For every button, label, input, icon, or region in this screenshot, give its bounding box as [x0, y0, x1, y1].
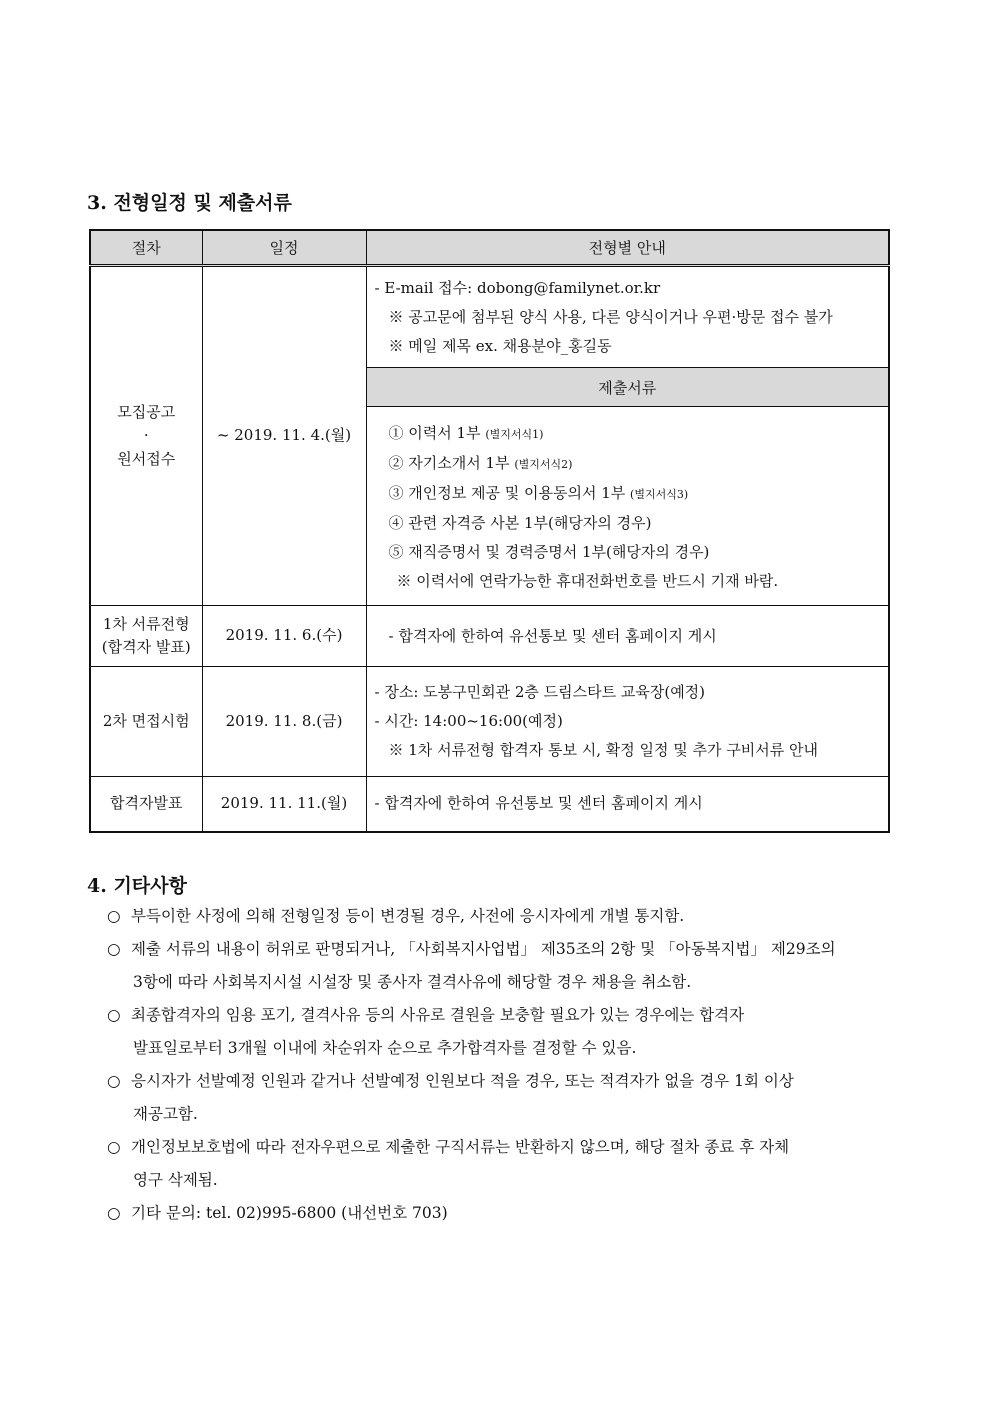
doc-item: ③ 개인정보 제공 및 이용동의서 1부 (별지서식3)	[388, 484, 689, 502]
section-4-title: 4. 기타사항	[87, 875, 187, 897]
circle-bullet-icon: ○	[107, 907, 121, 925]
row4-step: 합격자발표	[90, 777, 202, 832]
circle-bullet-icon: ○	[107, 1204, 121, 1222]
header-step: 절차	[90, 230, 202, 266]
subject-note: ※ 메일 제목 ex. 채용분야_홍길동	[388, 337, 612, 355]
row1-date: ~ 2019. 11. 4.(월)	[202, 266, 366, 606]
header-info: 전형별 안내	[366, 230, 889, 266]
list-item: ○ 기타 문의: tel. 02)995-6800 (내선번호 703)	[107, 1197, 907, 1230]
list-item: ○ 제출 서류의 내용이 허위로 판명되거나, 「사회복지사업법」 제35조의 2항 및 「아동복지법」 제29조의 3항에 따라 사회복지시설 시설장 및 종사자 결격사유에 해당할 경우 채용을 취소함.	[107, 933, 907, 999]
form-note: ※ 공고문에 첨부된 양식 사용, 다른 양식이거나 우편·방문 접수 불가	[388, 308, 833, 326]
row4-date: 2019. 11. 11.(월)	[202, 777, 366, 832]
section-3-title: 3. 전형일정 및 제출서류	[87, 192, 292, 214]
email-line: - E-mail 접수: dobong@familynet.or.kr	[374, 279, 661, 297]
doc-item: ② 자기소개서 1부 (별지서식2)	[388, 454, 573, 472]
row3-step: 2차 면접시험	[90, 667, 202, 777]
row1-info	[366, 266, 889, 606]
row3-info	[366, 667, 889, 777]
circle-bullet-icon: ○	[107, 1138, 121, 1156]
row3-date: 2019. 11. 8.(금)	[202, 667, 366, 777]
list-item: ○ 부득이한 사정에 의해 전형일정 등이 변경될 경우, 사전에 응시자에게 개별 통지함.	[107, 900, 907, 933]
list-item: ○ 최종합격자의 임용 포기, 결격사유 등의 사유로 결원을 보충할 필요가 있는 경우에는 합격자 발표일로부터 3개월 이내에 차순위자 순으로 추가합격자를 결정할 수 있음.	[107, 999, 907, 1065]
table-header-row	[90, 230, 889, 266]
place-line: - 장소: 도봉구민회관 2층 드림스타트 교육장(예정)	[374, 683, 706, 701]
doc-item: ④ 관련 자격증 사본 1부(해당자의 경우)	[388, 514, 652, 532]
table-row	[90, 777, 889, 832]
list-item: ○ 응시자가 선발예정 인원과 같거나 선발예정 인원보다 적을 경우, 또는 적격자가 없을 경우 1회 이상 재공고함.	[107, 1065, 907, 1131]
doc-item: ⑤ 재직증명서 및 경력증명서 1부(해당자의 경우)	[388, 543, 710, 561]
docs-header: 제출서류	[367, 367, 889, 407]
schedule-table	[89, 229, 890, 833]
table-row	[90, 266, 889, 606]
circle-bullet-icon: ○	[107, 940, 121, 958]
notes-list	[107, 900, 907, 1230]
row2-info: - 합격자에 한하여 유선통보 및 센터 홈페이지 게시	[366, 606, 889, 667]
circle-bullet-icon: ○	[107, 1006, 121, 1024]
circle-bullet-icon: ○	[107, 1072, 121, 1090]
row1-step: 모집공고 · 원서접수	[90, 266, 202, 606]
row2-step: 1차 서류전형 (합격자 발표)	[90, 606, 202, 667]
list-item: ○ 개인정보보호법에 따라 전자우편으로 제출한 구직서류는 반환하지 않으며, 해당 절차 종료 후 자체 영구 삭제됨.	[107, 1131, 907, 1197]
row2-date: 2019. 11. 6.(수)	[202, 606, 366, 667]
table-row	[90, 667, 889, 777]
docs-note: ※ 이력서에 연락가능한 휴대전화번호를 반드시 기재 바람.	[396, 572, 779, 590]
header-date: 일정	[202, 230, 366, 266]
interview-note: ※ 1차 서류전형 합격자 통보 시, 확정 일정 및 추가 구비서류 안내	[388, 741, 819, 759]
table-row	[90, 606, 889, 667]
doc-item: ① 이력서 1부 (별지서식1)	[388, 424, 544, 442]
time-line: - 시간: 14:00~16:00(예정)	[374, 712, 563, 730]
row4-info: - 합격자에 한하여 유선통보 및 센터 홈페이지 게시	[366, 777, 889, 832]
